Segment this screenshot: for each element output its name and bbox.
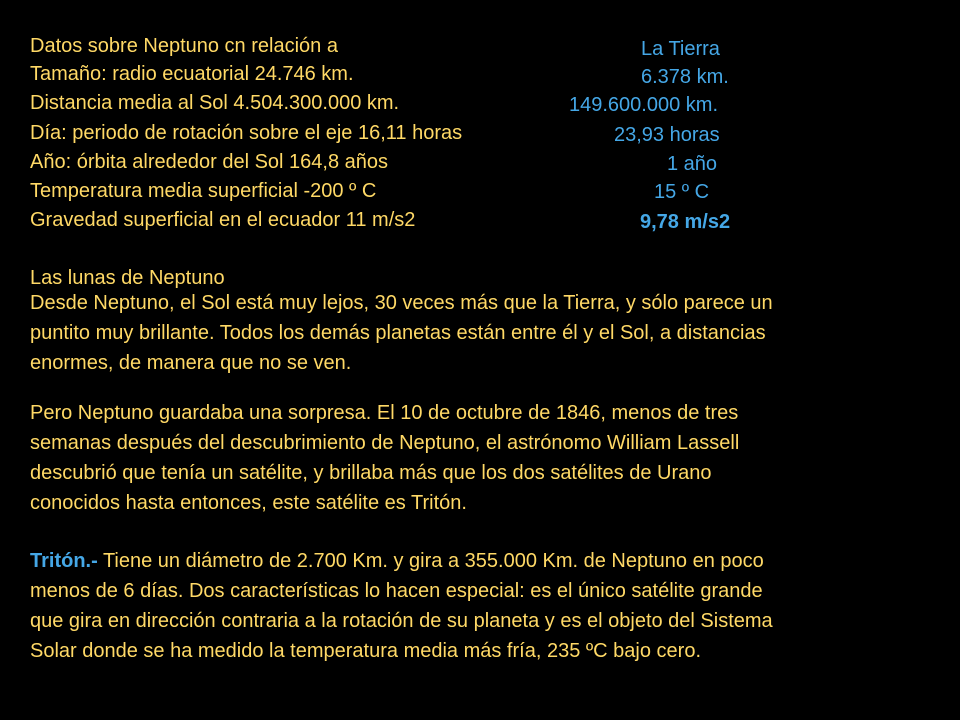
- paragraph-line: Solar donde se ha medido la temperatura media más fría, 235 ºC bajo cero.: [30, 640, 702, 662]
- paragraph-line: menos de 6 días. Dos características lo hacen especial: es el único satélite grande: [30, 580, 763, 602]
- neptune-fact-distance: Distancia media al Sol 4.504.300.000 km.: [30, 92, 400, 114]
- paragraph-line: semanas después del descubrimiento de Neptuno, el astrónomo William Lassell: [30, 432, 740, 454]
- moons-paragraph-2: [30, 398, 930, 518]
- neptune-fact-size: Tamaño: radio ecuatorial 24.746 km.: [30, 63, 354, 85]
- paragraph-line: Pero Neptuno guardaba una sorpresa. El 10 de octubre de 1846, menos de tres: [30, 402, 739, 424]
- moons-heading: Las lunas de Neptuno: [30, 267, 225, 289]
- triton-label: Tritón.-: [30, 550, 98, 572]
- paragraph-line: que gira en dirección contraria a la rotación de su planeta y es el objeto del Sistema: [30, 610, 773, 632]
- earth-fact-day: 23,93 horas: [614, 124, 720, 146]
- paragraph-line: conocidos hasta entonces, este satélite es Tritón.: [30, 492, 467, 514]
- paragraph-line: puntito muy brillante. Todos los demás planetas están entre él y el Sol, a distancias: [30, 322, 766, 344]
- neptune-fact-day: Día: periodo de rotación sobre el eje 16,11 horas: [30, 122, 463, 144]
- earth-fact-distance: 149.600.000 km.: [569, 94, 718, 116]
- triton-paragraph: [30, 546, 930, 666]
- earth-fact-gravity: 9,78 m/s2: [640, 211, 731, 233]
- earth-fact-year: 1 año: [667, 153, 718, 175]
- paragraph-line: [30, 546, 930, 576]
- neptune-facts-heading: Datos sobre Neptuno cn relación a: [30, 35, 338, 57]
- neptune-fact-gravity: Gravedad superficial en el ecuador 11 m/s2: [30, 209, 416, 231]
- earth-fact-temperature: 15 º C: [654, 181, 710, 203]
- earth-facts-heading: La Tierra: [641, 38, 720, 60]
- neptune-fact-year: Año: órbita alrededor del Sol 164,8 años: [30, 151, 389, 173]
- paragraph-line: descubrió que tenía un satélite, y brillaba más que los dos satélites de Urano: [30, 462, 712, 484]
- neptune-fact-temperature: Temperatura media superficial -200 º C: [30, 180, 377, 202]
- moons-paragraph-1: [30, 288, 930, 378]
- paragraph-line: enormes, de manera que no se ven.: [30, 352, 352, 374]
- earth-fact-size: 6.378 km.: [641, 66, 729, 88]
- triton-first-line: Tiene un diámetro de 2.700 Km. y gira a 355.000 Km. de Neptuno en poco: [97, 550, 764, 572]
- paragraph-line: Desde Neptuno, el Sol está muy lejos, 30 veces más que la Tierra, y sólo parece un: [30, 292, 773, 314]
